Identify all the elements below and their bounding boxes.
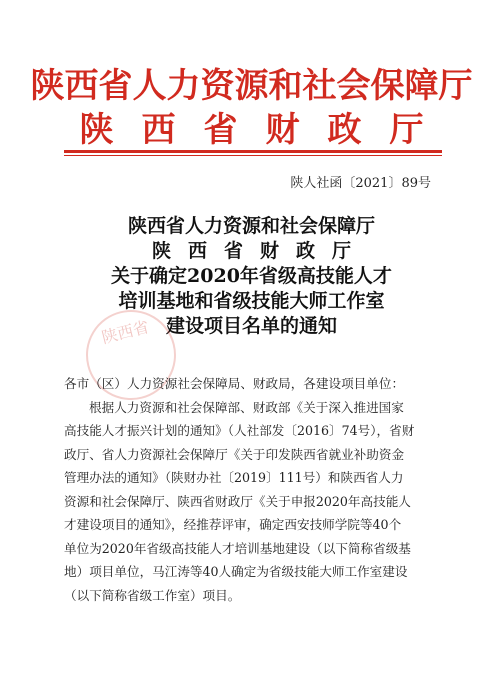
title-line-1: 陕西省人力资源和社会保障厅	[127, 215, 375, 237]
document-body	[64, 372, 444, 607]
document-title	[0, 214, 503, 339]
title-line-5: 建设项目名单的通知	[165, 315, 337, 337]
document-number: 陕人社函〔2021〕89号	[290, 176, 431, 191]
body-paragraph	[64, 396, 444, 608]
body-line: 资源和社会保障厅、陕西省财政厅《关于申报2020年高技能人	[64, 493, 411, 509]
red-divider-thin	[64, 155, 442, 156]
title-line-3: 关于确定2020年省级高技能人才	[111, 265, 392, 287]
body-line: （以下简称省级工作室）项目。	[64, 587, 241, 603]
issuer-header-finance: 陕西省财政厅	[79, 110, 452, 150]
official-seal-stamp: 陕西省	[76, 300, 185, 409]
red-divider-thick	[64, 150, 442, 153]
body-line: 根据人力资源和社会保障部、财政部《关于深入推进国家	[89, 399, 404, 415]
issuer-header-hrss: 陕西省人力资源和社会保障厅	[30, 66, 473, 106]
title-line-4: 培训基地和省级技能大师工作室	[118, 290, 385, 312]
body-line: 政厅、省人力资源社会保障厅《关于印发陕西省就业补助资金	[64, 446, 405, 462]
title-line-2: 陕西省财政厅	[151, 240, 368, 262]
body-line: 高技能人才振兴计划的通知》（人社部发〔2016〕74号），省财	[64, 423, 415, 438]
body-line: 单位为2020年省级高技能人才培训基地建设（以下简称省级基	[64, 540, 411, 556]
body-line: 才建设项目的通知》，经推荐评审，确定西安技师学院等40个	[64, 517, 402, 532]
body-line: 管理办法的通知》（陕财办社〔2019〕111号）和陕西省人力	[64, 470, 404, 485]
salutation: 各市（区）人力资源社会保障局、财政局，各建设项目单位：	[64, 376, 405, 391]
body-line: 地）项目单位，马江涛等40人确定为省级技能大师工作室建设	[64, 564, 408, 579]
